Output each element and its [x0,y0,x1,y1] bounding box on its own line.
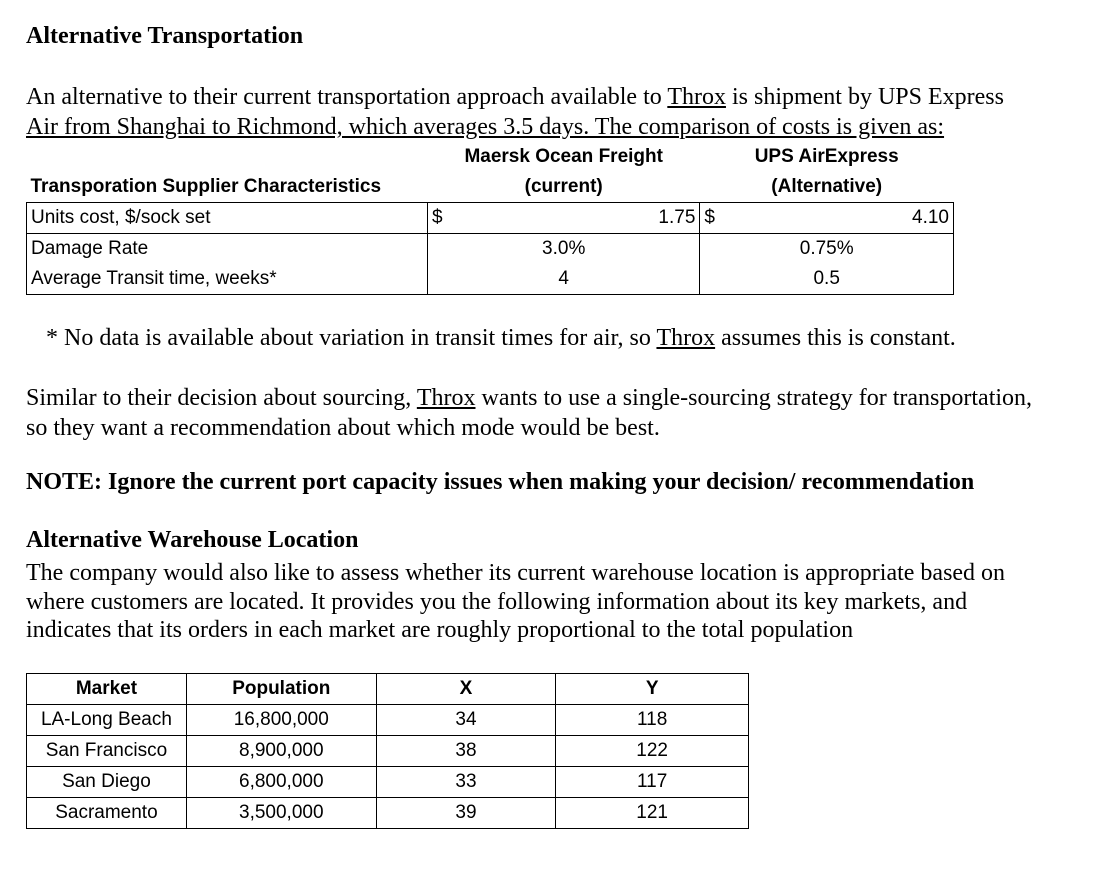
market-cell: Sacramento [27,798,187,829]
x-header: X [376,674,556,705]
table-row [27,736,749,767]
market-table [26,673,749,829]
table-row [27,203,954,234]
row-label: Average Transit time, weeks* [27,264,428,295]
footnote [46,323,956,353]
footnote-text: * No data is available about variation in transit times for air, so [46,325,657,351]
market-header: Market [27,674,187,705]
y-cell: 117 [556,767,749,798]
table-row [27,705,749,736]
market-cell: San Diego [27,767,187,798]
table-header-row [27,674,749,705]
population-header: Population [186,674,376,705]
intro-line-1 [26,82,1004,112]
current-transit-time: 4 [428,264,700,295]
intro-text: is shipment by UPS Express [725,84,1004,110]
note: NOTE: Ignore the current port capacity issues when making your decision/ recommendation [26,469,975,495]
intro-text: An alternative to their current transportation approach available to [26,84,668,110]
intro-line-2: Air from Shanghai to Richmond, which averages 3.5 days. The comparison of costs is given as: [26,114,945,140]
section-heading-transportation: Alternative Transportation [26,23,304,49]
table-row [27,767,749,798]
warehouse-para-line-2: where customers are located. It provides you the following information about its key markets, and [26,589,968,615]
alt-transit-time: 0.5 [700,264,954,295]
maersk-subheader: (current) [428,172,700,203]
currency-symbol: $ [428,203,458,234]
y-cell: 121 [556,798,749,829]
alt-unit-cost: 4.10 [730,203,954,234]
table-row [27,798,749,829]
current-damage-rate: 3.0% [428,234,700,265]
para2-line-2: so they want a recommendation about which mode would be best. [26,415,660,441]
company-name: Throx [416,385,476,411]
maersk-header: Maersk Ocean Freight [464,146,663,167]
population-cell: 8,900,000 [186,736,376,767]
x-cell: 39 [376,798,556,829]
population-cell: 3,500,000 [186,798,376,829]
y-header: Y [556,674,749,705]
x-cell: 33 [376,767,556,798]
warehouse-para-line-1: The company would also like to assess whether its current warehouse location is appropriate based on [26,560,1006,586]
population-cell: 16,800,000 [186,705,376,736]
y-cell: 122 [556,736,749,767]
company-name: Throx [656,325,716,351]
para-text: Similar to their decision about sourcing, [26,385,417,411]
row-label: Units cost, $/sock set [27,203,428,234]
market-cell: San Francisco [27,736,187,767]
x-cell: 38 [376,736,556,767]
current-unit-cost: 1.75 [458,203,700,234]
ups-header: UPS AirExpress [754,146,899,167]
transport-comparison-table [26,142,954,295]
warehouse-para-line-3: indicates that its orders in each market are roughly proportional to the total population [26,617,854,643]
section-heading-warehouse: Alternative Warehouse Location [26,527,359,553]
y-cell: 118 [556,705,749,736]
ups-subheader: (Alternative) [700,172,954,203]
x-cell: 34 [376,705,556,736]
table-row [27,264,954,295]
table-row [27,234,954,265]
company-name: Throx [667,84,726,110]
para-text: wants to use a single-sourcing strategy for transportation, [475,385,1033,411]
currency-symbol: $ [700,203,730,234]
row-label: Damage Rate [27,234,428,265]
market-cell: LA-Long Beach [27,705,187,736]
characteristics-header: Transporation Supplier Characteristics [27,172,428,203]
footnote-text: assumes this is constant. [715,325,956,351]
para2-line-1 [26,383,1032,413]
alt-damage-rate: 0.75% [700,234,954,265]
population-cell: 6,800,000 [186,767,376,798]
